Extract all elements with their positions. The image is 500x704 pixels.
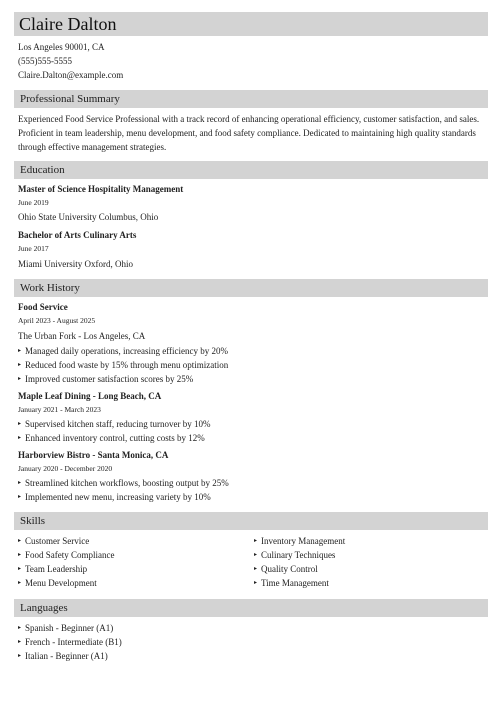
job-date: January 2021 - March 2023 (18, 405, 101, 414)
education-date: June 2017 (18, 244, 49, 253)
education-school: Miami University Oxford, Ohio (18, 259, 133, 269)
section-title: Professional Summary (20, 93, 120, 105)
section-header-skills (14, 512, 488, 530)
bullet-icon: ▸ (18, 435, 22, 441)
section-header-education (14, 161, 488, 179)
skill-text: Customer Service (25, 536, 90, 546)
contact-phone: (555)555-5555 (18, 56, 72, 66)
section-header-languages (14, 599, 488, 617)
list-item-text: Improved customer satisfaction scores by 25% (25, 374, 194, 384)
job-title: Maple Leaf Dining - Long Beach, CA (18, 391, 162, 401)
bullet-icon: ▸ (254, 538, 258, 544)
summary-text: Experienced Food Service Professional with a track record of enhancing operational efficiency, customer satisfaction, and sales. Proficient in team leadership, menu development, and food safety compliance. Dedicated to maintaining high quality standards through effective management strategies. (18, 114, 480, 152)
bullet-icon: ▸ (18, 376, 22, 382)
candidate-name: Claire Dalton (19, 14, 117, 34)
education-degree: Master of Science Hospitality Management (18, 184, 184, 194)
language-text: French - Intermediate (B1) (25, 637, 122, 647)
bullet-icon: ▸ (18, 552, 22, 558)
section-title: Work History (20, 282, 80, 294)
education-degree: Bachelor of Arts Culinary Arts (18, 230, 137, 240)
bullet-icon: ▸ (18, 566, 22, 572)
skill-text: Time Management (261, 578, 329, 588)
bullet-icon: ▸ (254, 580, 258, 586)
bullet-icon: ▸ (18, 362, 22, 368)
language-text: Spanish - Beginner (A1) (25, 623, 114, 633)
section-title: Education (20, 164, 65, 176)
list-item-text: Managed daily operations, increasing efficiency by 20% (25, 346, 229, 356)
list-item-text: Supervised kitchen staff, reducing turnover by 10% (25, 419, 211, 429)
education-school: Ohio State University Columbus, Ohio (18, 212, 159, 222)
bullet-icon: ▸ (18, 348, 22, 354)
job-title: Harborview Bistro - Santa Monica, CA (18, 450, 169, 460)
job-title: Food Service (18, 302, 68, 312)
education-date: June 2019 (18, 198, 49, 207)
section-header-work-history (14, 279, 488, 297)
section-title: Languages (20, 602, 68, 614)
list-item-text: Reduced food waste by 15% through menu optimization (25, 360, 229, 370)
language-text: Italian - Beginner (A1) (25, 651, 108, 661)
skill-text: Inventory Management (261, 536, 346, 546)
bullet-icon: ▸ (18, 538, 22, 544)
skill-text: Food Safety Compliance (25, 550, 115, 560)
job-employer: The Urban Fork - Los Angeles, CA (18, 331, 146, 341)
name-header (14, 12, 488, 36)
list-item-text: Streamlined kitchen workflows, boosting output by 25% (25, 478, 229, 488)
section-header-summary (14, 90, 488, 108)
bullet-icon: ▸ (18, 480, 22, 486)
bullet-icon: ▸ (18, 625, 22, 631)
bullet-icon: ▸ (18, 653, 22, 659)
bullet-icon: ▸ (18, 494, 22, 500)
bullet-icon: ▸ (18, 639, 22, 645)
skill-text: Menu Development (25, 578, 97, 588)
skill-text: Quality Control (261, 564, 318, 574)
bullet-icon: ▸ (18, 580, 22, 586)
job-date: April 2023 - August 2025 (18, 316, 96, 325)
bullet-icon: ▸ (254, 552, 258, 558)
bullet-icon: ▸ (254, 566, 258, 572)
skill-text: Team Leadership (25, 564, 88, 574)
contact-email: Claire.Dalton@example.com (18, 70, 124, 80)
skill-text: Culinary Techniques (261, 550, 336, 560)
job-date: January 2020 - December 2020 (18, 464, 113, 473)
list-item-text: Enhanced inventory control, cutting costs by 12% (25, 433, 205, 443)
bullet-icon: ▸ (18, 421, 22, 427)
list-item-text: Implemented new menu, increasing variety by 10% (25, 492, 211, 502)
section-title: Skills (20, 515, 46, 527)
contact-address: Los Angeles 90001, CA (18, 42, 105, 52)
